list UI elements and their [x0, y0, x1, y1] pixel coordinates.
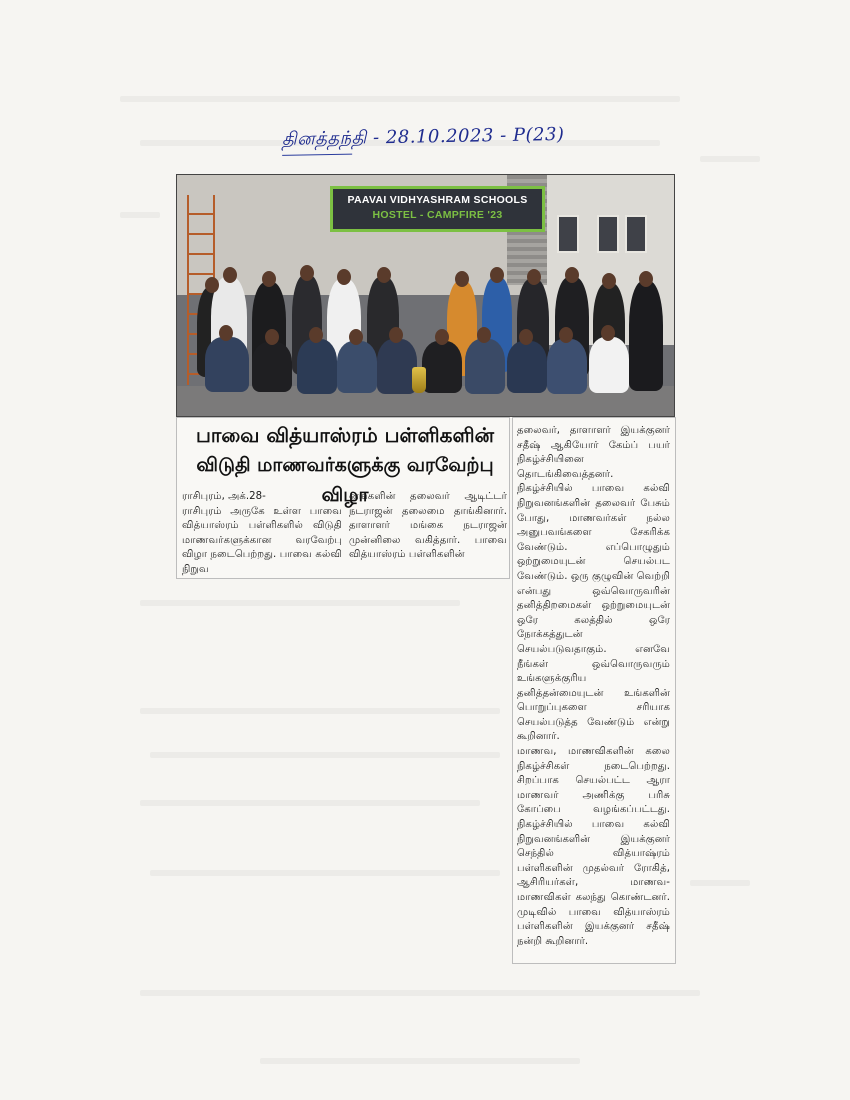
- article-column-3: தலைவர், தாளாளர் இயக்குனர் சதீஷ் ஆகியோர் கேம்ப் பயர் நிகழ்ச்சியினை தொடங்கிவைத்தனர். நிகழ்ச்சியில் பாவை கல்வி நிறுவனங்களின் தலைவர் பேசும் போது, மாணவர்கள் நல்ல அனுபவங்களை சேகரிக்க வேண்டும். எப்பொழுதும் ஒற்றுமையுடன் செயல்பட வேண்டும். ஒரு குழுவின் வெற்றி என்பது ஒவ்வொருவரின் தனித்திறமைகள் ஒற்றுமையுடன் ஒரே கலத்தில் ஒரே நோக்கத்துடன் செயல்படுவதாகும். எனவே நீங்கள் ஒவ்வொருவரும் உங்களுக்குரிய தனித்தன்மையுடன் உங்களின் பொறுப்புகளை சரியாக செயல்படுத்த வேண்டும் என்று கூறினார். மாணவ, மாணவிகளின் கலை நிகழ்ச்சிகள் நடைபெற்றது. சிறப்பாக செயல்பட்ட ஆரா மாணவர் அணிக்கு பரிசு கோப்பை வழங்கப்பட்டது. நிகழ்ச்சியில் பாவை கல்வி நிறுவனங்களின் இயக்குனர் செந்தில் வித்யாஷ்ரம் பள்ளிகளின் முதல்வர் ரோகித், ஆசிரியர்கள், மாணவ-மாணவிகள் கலந்து கொண்டனர். முடிவில் பாவை வித்யாஸ்ரம் பள்ளிகளின் இயக்குனர் சதீஷ் நன்றி கூறினார்.: [517, 425, 670, 947]
- article-headline: [180, 420, 510, 506]
- headline-line-1: பாவை வித்யாஸ்ரம் பள்ளிகளின்: [196, 423, 494, 447]
- article-column-1: ராசிபுரம், அக்.28- ராசிபுரம் அருகே உள்ள பாவை வித்யாஸ்ரம் பள்ளிகளில் விடுதி மாணவர்களுக்கான வரவேற்பு விழா நடைபெற்றது. பாவை கல்வி நிறுவ: [182, 491, 342, 575]
- event-photo: [176, 174, 675, 417]
- event-banner: [330, 186, 545, 232]
- handwritten-source-note: தினத்தந்தி - 28.10.2023 - P(23): [282, 123, 613, 165]
- group-of-students: [197, 267, 667, 397]
- headline-line-2: விடுதி மாணவர்களுக்கு வரவேற்பு விழா: [196, 454, 494, 506]
- banner-event-name: HOSTEL - CAMPFIRE '23: [372, 209, 503, 221]
- article-column-2: னங்களின் தலைவர் ஆடிட்டர் நடராஜன் தலைமை தாங்கினார். தாளாளர் மங்கை நடராஜன் முன்னிலை வகித்தார். பாவை வித்யாஸ்ரம் பள்ளிகளின்: [349, 491, 507, 560]
- banner-school-name: PAAVAI VIDHYASHRAM SCHOOLS: [347, 194, 528, 206]
- trophy: [412, 367, 426, 393]
